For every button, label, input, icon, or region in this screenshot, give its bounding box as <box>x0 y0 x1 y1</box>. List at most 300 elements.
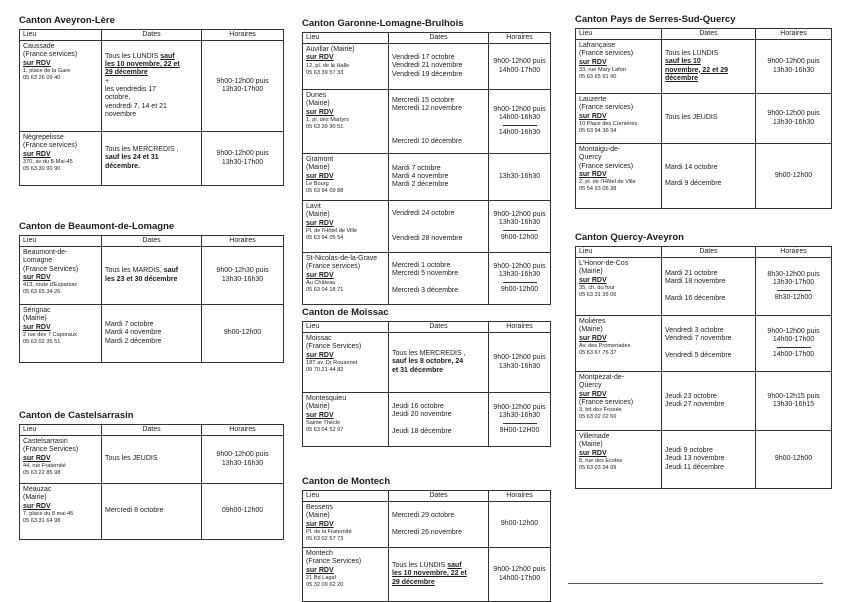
table-row <box>576 258 832 316</box>
location-phone: 05 63 26 09 40 <box>23 74 61 81</box>
location-cell <box>576 431 662 489</box>
appointment-required-link[interactable]: sur RDV <box>23 502 51 510</box>
date-text: Tous les MARDIS, <box>105 267 164 275</box>
hours-text: 9h00-12h00 puis 14h00-16h30 <box>493 105 546 121</box>
location-address: Le Bourg <box>306 180 329 187</box>
location-address: 10 Place des Cornières <box>579 120 638 127</box>
date-text: Mardi 7 octobre Mardi 4 novembre Mardi 2 décembre <box>105 321 162 345</box>
hours-cell <box>202 41 284 132</box>
hours-cell <box>489 201 551 253</box>
location-phone: 05 63 65 34 26 <box>23 289 61 296</box>
appointment-required-link[interactable]: sur RDV <box>579 276 607 284</box>
dates-text <box>105 507 198 515</box>
hours-cell <box>756 431 832 489</box>
date-text: Mercredi 29 octobre Mercredi 26 novembre <box>392 512 463 536</box>
dates-text <box>665 50 752 83</box>
appointment-required-link[interactable]: sur RDV <box>306 566 334 574</box>
location-name: Nègrepelisse (France services) <box>23 134 78 150</box>
location-phone: 05 63 04 18 71 <box>306 286 344 293</box>
location-address: 2 rue des 7 Caporaux <box>23 331 77 338</box>
table-row <box>303 90 551 154</box>
dates-text <box>665 270 752 303</box>
appointment-required-link[interactable]: sur RDV <box>306 271 334 279</box>
hours-text: 9h00-12h30 puis 13h30-16h30 <box>216 267 269 283</box>
dates-cell <box>102 247 202 305</box>
table-header-row <box>20 236 284 247</box>
hours-cell <box>489 548 551 602</box>
hours-text: 9h00-12h00 puis 14h00-17h00 <box>767 327 820 343</box>
column-header-lieu: Lieu <box>576 247 662 258</box>
hours-separator <box>503 125 537 126</box>
hours-separator <box>503 230 537 231</box>
location-name: Sérignac (Mairie) <box>23 307 51 323</box>
date-text: Mercredi 1 octobre Mercredi 5 novembre Mercredi 3 décembre <box>392 261 459 294</box>
column-header-dates: Dates <box>662 247 756 258</box>
date-text: Tous les MERCREDIS , <box>392 350 466 358</box>
hours-text: 8h30-12h00 puis 13h30-17h00 <box>767 270 820 286</box>
hours-cell <box>756 144 832 209</box>
location-phone: 05 63 65 91 90 <box>579 73 617 80</box>
location-phone: 09 70 21 44 82 <box>306 366 344 373</box>
canton-title: Canton de Moissac <box>302 307 389 318</box>
location-name: Montech (France Services) <box>306 550 362 566</box>
location-cell <box>20 41 102 132</box>
table-row <box>303 253 551 305</box>
hours-separator <box>503 423 537 424</box>
table-row <box>576 316 832 372</box>
location-phone: 05 63 30 90 90 <box>23 165 61 172</box>
column-header-lieu: Lieu <box>303 322 389 333</box>
date-exception: sauf les 24 et 31 décembre. <box>105 154 159 170</box>
canton-section <box>575 14 832 209</box>
location-name: Auvillar (Mairie) <box>306 46 355 53</box>
canton-title: Canton de Castelsarrasin <box>19 410 134 421</box>
location-cell <box>303 253 389 305</box>
appointment-required-link[interactable]: sur RDV <box>579 390 607 398</box>
location-cell <box>20 132 102 186</box>
location-name: Gramont (Mairie) <box>306 156 334 172</box>
location-phone: 05 63 94 36 34 <box>579 127 617 134</box>
location-cell <box>576 258 662 316</box>
date-text: Vendredi 24 octobre Vendredi 28 novembre <box>392 209 463 242</box>
hours-separator <box>777 347 811 348</box>
table-row <box>576 372 832 431</box>
hours-text: 9h00-12h00 puis 14h00-17h00 <box>493 58 546 74</box>
dates-text <box>665 447 752 472</box>
dates-cell <box>662 372 756 431</box>
location-phone: 05 32 09 62 20 <box>306 581 344 588</box>
date-exception: sauf les 10 novembre, 22 et 29 décembre <box>665 58 729 82</box>
date-text: Tous les LUNDIS <box>105 52 161 60</box>
dates-text <box>392 165 485 190</box>
hours-cell <box>756 94 832 144</box>
location-address: Sainte Thècle <box>306 419 341 426</box>
schedule-table <box>302 490 551 602</box>
location-cell <box>303 393 389 447</box>
canton-section <box>302 476 551 602</box>
hours-text: 14h00-17h00 <box>772 351 815 359</box>
date-text: Tous les MERCREDIS , <box>105 146 179 154</box>
hours-separator <box>503 282 537 283</box>
location-cell <box>576 144 662 209</box>
location-cell <box>576 40 662 94</box>
canton-title: Canton Aveyron-Lère <box>19 15 115 26</box>
hours-text: 9h00-12h00 <box>500 286 539 294</box>
hours-cell <box>756 40 832 94</box>
location-phone: 05 63 02 02 66 <box>579 414 617 421</box>
hours-separator <box>777 290 811 291</box>
hours-text: 9h00-12h00 puis 13h30-16h30 <box>493 403 546 419</box>
location-service: (France services) <box>579 398 634 406</box>
hours-cell <box>489 154 551 201</box>
location-address: 2, pl. de l'Hôtel de Ville <box>579 179 636 186</box>
location-cell <box>576 372 662 431</box>
location-name: L'Honor-de-Cos (Mairie) <box>579 260 629 276</box>
dates-cell <box>662 144 756 209</box>
location-cell <box>303 333 389 393</box>
hours-cell <box>202 247 284 305</box>
location-cell <box>303 90 389 154</box>
canton-title: Canton de Montech <box>302 476 391 487</box>
dates-cell <box>389 154 489 201</box>
hours-cell <box>756 372 832 431</box>
appointment-required-link[interactable]: sur RDV <box>306 54 334 62</box>
table-row <box>20 247 284 305</box>
hours-text: 9h00-12h00 puis 13h30-16h30 <box>216 451 269 467</box>
dates-cell <box>102 41 202 132</box>
column-header-dates: Dates <box>662 29 756 40</box>
hours-text: 9h00-12h00 puis 14h00-17h00 <box>493 566 546 582</box>
date-text: + les vendredis 17 octobre, vendredi 7, 14 et 21 novembre <box>105 77 167 118</box>
location-name: Beaumont-de- Lomagne (France Services) <box>23 249 79 273</box>
location-address: 33, rue Mary Lafon <box>579 66 626 73</box>
canton-title: Canton Garonne-Lomagne-Brulhois <box>302 18 464 29</box>
dates-cell <box>102 436 202 484</box>
dates-cell <box>389 201 489 253</box>
appointment-required-link[interactable]: sur RDV <box>23 454 51 462</box>
dates-text <box>105 267 198 284</box>
column-header-lieu: Lieu <box>20 425 102 436</box>
dates-text <box>392 262 485 295</box>
location-phone: 05 63 03 34 09 <box>579 464 617 471</box>
hours-cell <box>756 316 832 372</box>
date-text: Jeudi 16 octobre Jeudi 20 novembre Jeudi 18 décembre <box>392 402 452 435</box>
dates-cell <box>389 548 489 602</box>
dates-text <box>105 321 198 346</box>
dates-cell <box>389 333 489 393</box>
location-address: Au Château <box>306 279 336 286</box>
hours-cell <box>202 305 284 363</box>
hours-cell <box>489 90 551 154</box>
appointment-required-link[interactable]: sur RDV <box>306 219 334 227</box>
location-cell <box>303 502 389 548</box>
dates-cell <box>662 40 756 94</box>
hours-cell <box>202 436 284 484</box>
location-name: Lafrançaise (France services) <box>579 42 634 58</box>
location-phone: 05 63 31 35 06 <box>579 291 617 298</box>
dates-cell <box>389 253 489 305</box>
table-row <box>303 393 551 447</box>
hours-text: 09h00-12h00 <box>221 507 264 515</box>
dates-text <box>392 54 485 79</box>
dates-cell <box>389 393 489 447</box>
location-address: 8, rue des Ecoles <box>579 457 623 464</box>
dates-cell <box>102 484 202 540</box>
date-text: Mardi 21 octobre Mardi 18 novembre Mardi 16 décembre <box>665 269 726 302</box>
hours-text: 9h00-12h00 <box>774 171 813 179</box>
column-header-dates: Dates <box>102 30 202 41</box>
location-address: 18T av. Dr Rouannet <box>306 359 358 366</box>
location-name: Dunes (Mairie) <box>306 92 330 108</box>
dates-text <box>105 146 198 171</box>
canton-title: Canton de Beaumont-de-Lomagne <box>19 221 175 232</box>
appointment-required-link[interactable]: sur RDV <box>579 449 607 457</box>
location-address: Av. des Promenades <box>579 342 631 349</box>
schedule-table <box>575 246 832 489</box>
date-text: Mardi 14 octobre Mardi 9 décembre <box>665 163 722 188</box>
dates-cell <box>662 431 756 489</box>
date-text: Mercredi 15 octobre Mercredi 12 novembre Mercredi 10 décembre <box>392 96 463 146</box>
dates-cell <box>389 90 489 154</box>
hours-text: 9h00-12h00 puis 13h30-16h30 <box>767 58 820 74</box>
location-address: 1, place de la Gare <box>23 67 71 74</box>
hours-text: 9h00-12h00 puis 13h30-17h00 <box>216 150 269 166</box>
canton-section <box>19 221 284 363</box>
table-row <box>20 484 284 540</box>
appointment-required-link[interactable]: sur RDV <box>306 108 334 116</box>
canton-section <box>302 18 551 305</box>
appointment-required-link[interactable]: sur RDV <box>23 150 51 158</box>
hours-cell <box>489 502 551 548</box>
column-header-lieu: Lieu <box>303 33 389 44</box>
table-row <box>20 305 284 363</box>
hours-text: 14h00-16h30 <box>498 129 541 137</box>
location-cell <box>20 305 102 363</box>
table-header-row <box>576 29 832 40</box>
table-header-row <box>20 30 284 41</box>
appointment-required-link[interactable]: sur RDV <box>23 273 51 281</box>
hours-cell <box>756 258 832 316</box>
location-phone: 05 63 22 85 98 <box>23 469 61 476</box>
date-text: Tous les JEUDIS <box>105 455 158 463</box>
dates-cell <box>389 44 489 90</box>
table-row <box>303 44 551 90</box>
table-row <box>303 548 551 602</box>
location-name: Montaigu-de- Quercy (France services) <box>579 146 634 170</box>
date-text: Vendredi 17 octobre Vendredi 21 novembre Vendredi 19 décembre <box>392 54 463 78</box>
table-row <box>303 333 551 393</box>
dates-text <box>105 455 198 463</box>
location-name: Lauzerte (France services) <box>579 96 634 112</box>
table-row <box>576 94 832 144</box>
location-address: 21 Bd Lagal <box>306 574 336 581</box>
date-exception: sauf les 10 novembre, 22 et 29 décembre <box>392 562 467 586</box>
hours-text: 9h00-12h00 <box>500 520 539 528</box>
hours-text: 9H00-12H00 <box>499 427 540 435</box>
column-header-horaires: Horaires <box>202 30 284 41</box>
table-header-row <box>303 491 551 502</box>
column-header-horaires: Horaires <box>489 33 551 44</box>
column-header-lieu: Lieu <box>20 30 102 41</box>
hours-cell <box>489 44 551 90</box>
location-phone: 05 63 04 52 97 <box>306 426 344 433</box>
table-row <box>576 144 832 209</box>
table-row <box>576 40 832 94</box>
dates-text <box>392 350 485 375</box>
location-cell <box>303 44 389 90</box>
appointment-required-link[interactable]: sur RDV <box>23 323 51 331</box>
dates-text <box>665 114 752 122</box>
column-header-dates: Dates <box>102 236 202 247</box>
location-phone: 05 63 67 76 37 <box>579 349 617 356</box>
schedule-table <box>302 321 551 447</box>
hours-cell <box>202 484 284 540</box>
appointment-required-link[interactable]: sur RDV <box>306 520 334 528</box>
column-header-horaires: Horaires <box>202 425 284 436</box>
date-text: Tous les LUNDIS <box>392 562 448 570</box>
location-phone: 05 63 31 64 98 <box>23 517 61 524</box>
schedule-table <box>19 29 284 186</box>
hours-text: 9h00-12h00 puis 13h30-16h30 <box>767 110 820 126</box>
hours-text: 8h30-12h00 <box>774 294 813 302</box>
dates-text <box>392 97 485 147</box>
hours-text: 9h00-12h00 puis 13h30-17h00 <box>216 77 269 93</box>
location-address: Pl. de la Fraternité <box>306 528 352 535</box>
location-phone: 05 63 94 09 88 <box>306 187 344 194</box>
location-name: Montpezat-de- Quercy <box>579 374 625 390</box>
date-exception: sauf les 23 et 30 décembre <box>105 267 179 283</box>
table-row <box>303 502 551 548</box>
dates-text <box>665 393 752 410</box>
date-text: Jeudi 9 octobre Jeudi 13 novembre Jeudi 11 décembre <box>665 447 725 471</box>
hours-text: 13h30-16h30 <box>498 172 541 180</box>
location-cell <box>303 548 389 602</box>
table-header-row <box>576 247 832 258</box>
location-name: Castelsarrasin (France Services) <box>23 438 79 454</box>
column-header-lieu: Lieu <box>303 491 389 502</box>
location-name: Montesquieu (Mairie) <box>306 395 347 411</box>
dates-cell <box>662 94 756 144</box>
hours-cell <box>202 132 284 186</box>
hours-text: 9h00-12h00 puis 13h30-16h30 <box>493 262 546 278</box>
dates-text <box>392 512 485 537</box>
location-cell <box>20 484 102 540</box>
appointment-required-link[interactable]: sur RDV <box>579 334 607 342</box>
schedule-table <box>19 235 284 363</box>
hours-text: 9h00-12h00 <box>500 234 539 242</box>
schedule-table <box>302 32 551 305</box>
location-address: 12, pl. de la Halle <box>306 62 350 69</box>
appointment-required-link[interactable]: sur RDV <box>306 411 334 419</box>
location-address: 7, place du 8 mai 45 <box>23 510 74 517</box>
hours-text: 9h00-12h00 puis 13h30-16h30 <box>493 354 546 370</box>
table-row <box>20 132 284 186</box>
canton-section <box>575 232 832 489</box>
dates-cell <box>102 305 202 363</box>
location-address: 3, bd des Fossés <box>579 407 622 414</box>
table-row <box>20 436 284 484</box>
location-cell <box>576 94 662 144</box>
column-header-horaires: Horaires <box>489 322 551 333</box>
appointment-required-link[interactable]: sur RDV <box>579 170 607 178</box>
location-name: Caussade (France services) <box>23 43 78 59</box>
dates-text <box>665 164 752 189</box>
column-header-horaires: Horaires <box>489 491 551 502</box>
dates-cell <box>662 258 756 316</box>
table-header-row <box>303 33 551 44</box>
location-cell <box>303 154 389 201</box>
column-header-lieu: Lieu <box>576 29 662 40</box>
dates-cell <box>102 132 202 186</box>
dates-text <box>392 210 485 243</box>
location-cell <box>20 436 102 484</box>
column-header-dates: Dates <box>102 425 202 436</box>
hours-text: 9h00-12h00 puis 13h30-16h30 <box>493 210 546 226</box>
location-phone: 05 63 94 05 54 <box>306 234 344 241</box>
location-name: Molières (Mairie) <box>579 318 606 334</box>
location-cell <box>303 201 389 253</box>
appointment-required-link[interactable]: sur RDV <box>579 58 607 66</box>
location-address: 413, route d'Esparsac <box>23 282 78 289</box>
canton-section <box>19 410 284 540</box>
date-text: Jeudi 23 octobre Jeudi 27 novembre <box>665 392 725 408</box>
appointment-required-link[interactable]: sur RDV <box>306 351 334 359</box>
location-name: Moissac (France Services) <box>306 335 362 351</box>
date-text: Vendredi 3 octobre Vendredi 7 novembre Vendredi 5 décembre <box>665 326 732 359</box>
dates-text <box>665 327 752 360</box>
date-exception: sauf les 8 octobre, 24 et 31 décembre <box>392 358 464 374</box>
dates-text <box>392 562 485 587</box>
dates-text <box>105 53 198 119</box>
column-header-lieu: Lieu <box>20 236 102 247</box>
dates-cell <box>662 316 756 372</box>
appointment-required-link[interactable]: sur RDV <box>23 59 51 67</box>
table-header-row <box>20 425 284 436</box>
location-name: St-Nicolas-de-la-Grave (France services) <box>306 255 378 271</box>
location-address: 370, av du 8-Mai-45 <box>23 158 73 165</box>
location-phone: 05 63 02 57 73 <box>306 535 344 542</box>
schedule-table <box>19 424 284 540</box>
hours-text: 9h00-12h00 <box>774 455 813 463</box>
table-row <box>576 431 832 489</box>
column-header-dates: Dates <box>389 491 489 502</box>
column-header-horaires: Horaires <box>202 236 284 247</box>
canton-title: Canton Quercy-Aveyron <box>575 232 684 243</box>
hours-cell <box>489 393 551 447</box>
column-header-dates: Dates <box>389 322 489 333</box>
location-address: Pl. de l'Hôtel de Ville <box>306 227 358 234</box>
location-name: Bessens (Mairie) <box>306 504 333 520</box>
location-address: 44, rue Fraternité <box>23 462 66 469</box>
table-row <box>303 201 551 253</box>
location-phone: 05 63 39 90 51 <box>306 123 344 130</box>
location-name: Meauzac (Mairie) <box>23 486 52 502</box>
appointment-required-link[interactable]: sur RDV <box>306 172 334 180</box>
canton-section <box>19 15 284 186</box>
location-cell <box>20 247 102 305</box>
column-header-dates: Dates <box>389 33 489 44</box>
hours-cell <box>489 253 551 305</box>
bottom-divider <box>568 583 823 584</box>
canton-section <box>302 307 551 447</box>
appointment-required-link[interactable]: sur RDV <box>579 112 607 120</box>
date-text: Tous les LUNDIS <box>665 49 719 57</box>
location-name: Lavit (Mairie) <box>306 203 330 219</box>
date-text: Tous les JEUDIS <box>665 114 718 122</box>
schedule-table <box>575 28 832 209</box>
hours-text: 9h00-12h15 puis 13h30-16h15 <box>767 392 820 408</box>
date-text: Mercredi 8 octobre <box>105 507 164 515</box>
